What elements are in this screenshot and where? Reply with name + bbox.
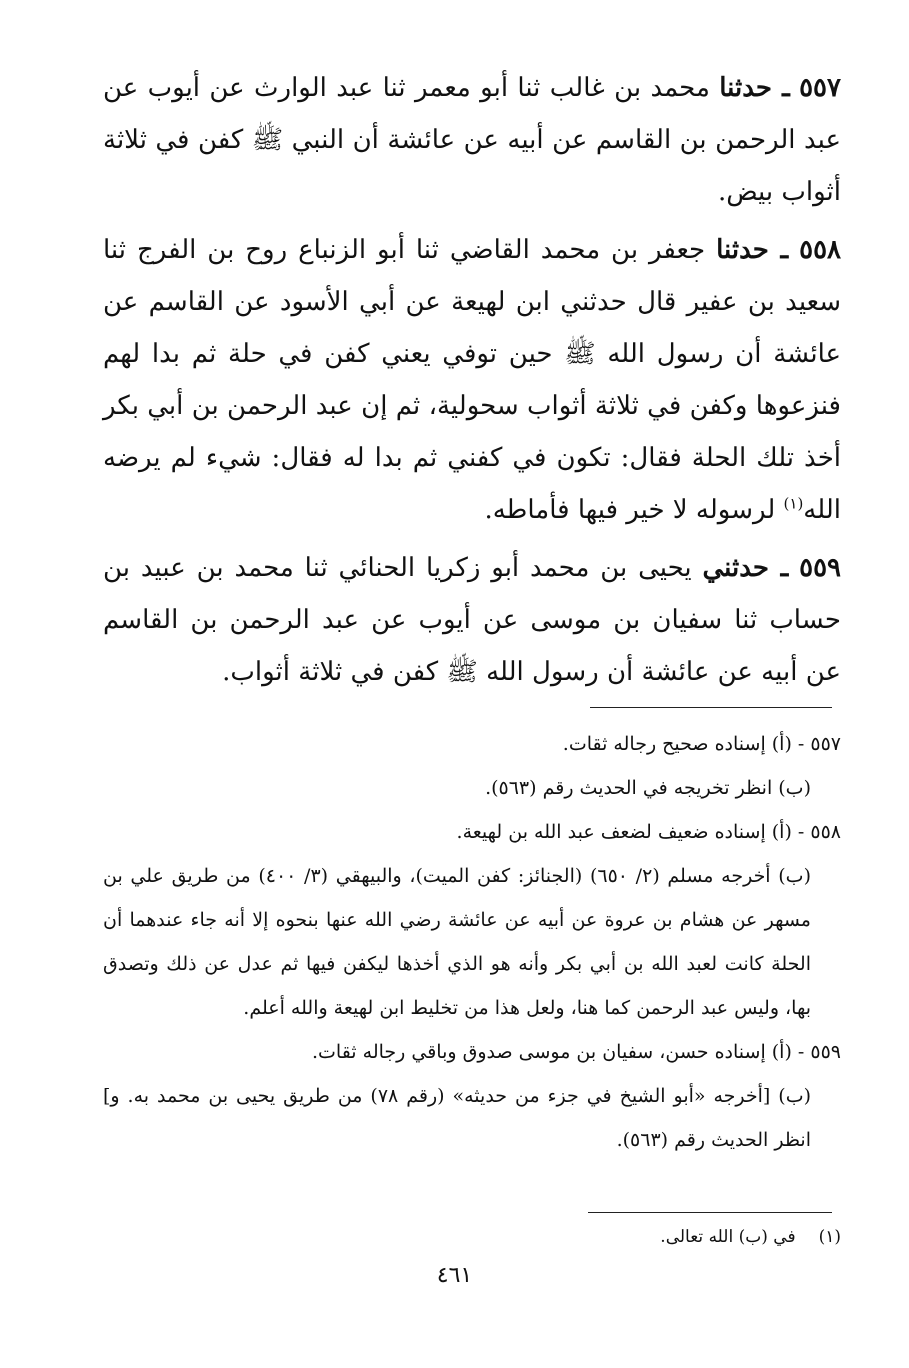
footnote-number: (١)	[818, 1227, 841, 1247]
hadith-body: جعفر بن محمد القاضي ثنا أبو الزنباع روح بن الفرج ثنا سعيد بن عفير قال حدثني ابن لهيعة عن أبي الأسود عن القاسم عن عائشة أن رسول الله ﷺ حين توفي يعني كفن في حلة ثم بدا لهم فنزعوها وكفن في ثلاثة أثواب سحولية، ثم إن عبد الرحمن بن أبي بكر أخذ تلك الحلة فقال: تكون في كفني ثم بدا له فقال: شيء لم يرضه الله	[103, 235, 841, 525]
note-557-b: (ب) انظر تخريجه في الحديث رقم (٥٦٣).	[485, 777, 811, 799]
note-558-b: (ب) أخرجه مسلم (٢/ ٦٥٠) (الجنائز: كفن الميت)، والبيهقي (٣/ ٤٠٠) من طريق علي بن مسهر عن هشام بن عروة عن أبيه عن عائشة رضي الله عنها بنحوه إلا أنه جاء عندهما أن الحلة كانت لعبد الله بن أبي بكر وأنه هو الذي أخذها ليكفن فيها ثم عدل عن ذلك وتصدق بها، وليس عبد الرحمن كما هنا، ولعل هذا من تخليط ابن لهيعة والله أعلم.	[103, 865, 811, 1019]
footnote-marker: (١)	[783, 494, 804, 513]
footnote-text: في (ب) الله تعالى.	[660, 1227, 796, 1247]
notes-divider	[590, 707, 832, 708]
note-557-a: ٥٥٧ - (أ) إسناده صحيح رجاله ثقات.	[562, 733, 841, 755]
note-559-a: ٥٥٩ - (أ) إسناده حسن، سفيان بن موسى صدوق وباقي رجاله ثقات.	[311, 1041, 841, 1063]
hadith-body: يحيى بن محمد أبو زكريا الحنائي ثنا محمد بن عبيد بن حساب ثنا سفيان بن موسى عن أيوب عن عبد الرحمن بن القاسم عن أبيه عن عائشة أن رسول الله ﷺ كفن في ثلاثة أثواب.	[103, 553, 841, 687]
hadith-text	[103, 62, 841, 704]
hadith-keyword: حدثنا	[716, 235, 769, 265]
footnote-divider	[588, 1212, 832, 1213]
hadith-body-end: لرسوله لا خير فيها فأماطه.	[484, 495, 776, 525]
page-number: ٤٦١	[436, 1263, 473, 1288]
hadith-558: ٥٥٨ ـ حدثنا جعفر بن محمد القاضي ثنا أبو الزنباع روح بن الفرج ثنا سعيد بن عفير قال حدثني ابن لهيعة عن أبي الأسود عن القاسم عن عائشة أن رسول الله ﷺ حين توفي يعني كفن في حلة ثم بدا لهم فنزعوها وكفن في ثلاثة أثواب سحولية، ثم إن عبد الرحمن بن أبي بكر أخذ تلك الحلة فقال: تكون في كفني ثم بدا له فقال: شيء لم يرضه الله$^{(١)}$ لرسوله لا خير فيها فأماطه.	[103, 235, 842, 525]
note-558-a: ٥٥٨ - (أ) إسناده ضعيف لضعف عبد الله بن لهيعة.	[456, 821, 841, 843]
hadith-body: محمد بن غالب ثنا أبو معمر ثنا عبد الوارث عن أيوب عن عبد الرحمن بن القاسم عن أبيه عن عائشة أن النبي ﷺ كفن في ثلاثة أثواب بيض.	[103, 73, 841, 207]
hadith-number: ٥٥٧	[799, 73, 841, 103]
note-559-b: (ب) [أخرجه «أبو الشيخ في جزء من حديثه» (رقم ٧٨) من طريق يحيى بن محمد به. و] انظر الحديث رقم (٥٦٣).	[103, 1085, 812, 1151]
footnote	[101, 1220, 841, 1254]
commentary-notes	[103, 722, 841, 1162]
hadith-number: ٥٥٩	[799, 553, 842, 583]
hadith-557: ٥٥٧ ـ حدثنا محمد بن غالب ثنا أبو معمر ثنا عبد الوارث عن أيوب عن عبد الرحمن بن القاسم عن أبيه عن عائشة أن النبي ﷺ كفن في ثلاثة أثواب بيض.	[103, 73, 841, 207]
hadith-number: ٥٥٨	[799, 235, 842, 265]
hadith-keyword: حدثني	[702, 553, 769, 583]
hadith-keyword: حدثنا	[719, 73, 772, 103]
hadith-559: ٥٥٩ ـ حدثني يحيى بن محمد أبو زكريا الحنائي ثنا محمد بن عبيد بن حساب ثنا سفيان بن موسى عن أيوب عن عبد الرحمن بن القاسم عن أبيه عن عائشة أن رسول الله ﷺ كفن في ثلاثة أثواب.	[103, 553, 842, 687]
